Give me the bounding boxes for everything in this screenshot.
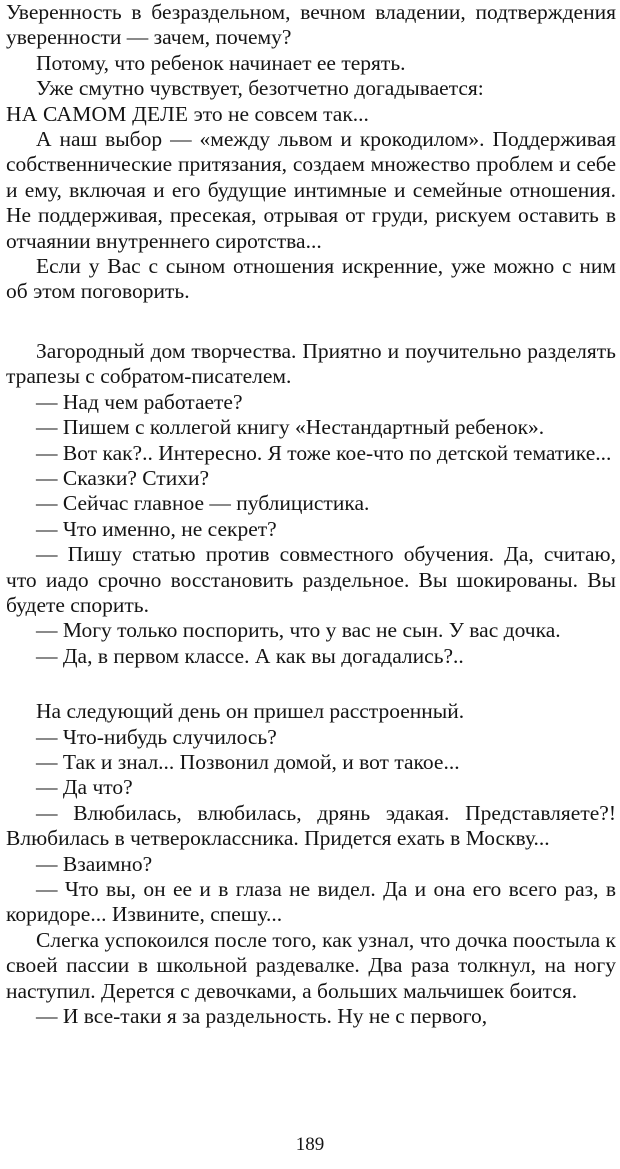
paragraph-next-day: На следующий день он пришел расстроенный.: [36, 699, 465, 724]
dialogue-line: — Влюбилась, влюбилась, дрянь эдакая. Представляете?! Влюбилась в четвероклассника. Придется ехать в Москву...: [6, 800, 616, 851]
dialogue-line: — Что вы, он ее и в глаза не видел. Да и она его всего раз, в коридоре... Извините, спешу...: [6, 877, 616, 927]
dialogue-line: — Сказки? Стихи?: [36, 465, 209, 490]
dialogue-line: — Да, в первом классе. А как вы догадались?..: [36, 643, 464, 668]
paragraph-retreat: Загородный дом творчества. Приятно и поучительно разделять трапезы с собратом-писателем.: [6, 338, 616, 389]
paragraph-talk-to-son: Если у Вас с сыном отношения искренние, уже можно с ним об этом поговорить.: [6, 254, 616, 304]
dialogue-line: — Что именно, не секрет?: [36, 516, 277, 541]
dialogue-line: — Взаимно?: [36, 851, 153, 876]
page-number: 189: [295, 1134, 325, 1155]
dialogue-line: — Пишу статью против совместного обучения. Да, считаю, что иадо срочно восстановить раздельное. Вы шокированы. Вы будете спорить.: [6, 542, 616, 617]
emphasis-continuation: это не совсем так...: [193, 101, 369, 126]
dialogue-line: — Могу только поспорить, что у вас не сын. У вас дочка.: [36, 618, 561, 643]
emphasis-caps: НА САМОМ ДЕЛЕ: [6, 101, 189, 126]
paragraph-feels: Уже смутно чувствует, безотчетно догадывается:: [36, 76, 484, 101]
paragraph-in-reality: [6, 102, 616, 127]
paragraph-losing: Потому, что ребенок начинает ее терять.: [36, 50, 406, 75]
paragraph-calmed-down: Слегка успокоился после того, как узнал, что дочка поостыла к своей пассии в школьной раздевалке. Два раза толкнул, на ногу наступил. Дерется с девочками, а больших мальчишек боится.: [6, 927, 616, 1003]
dialogue-line: — Пишем с коллегой книгу «Нестандартный ребенок».: [36, 415, 545, 440]
section-break: [6, 305, 616, 339]
dialogue-line: — Над чем работаете?: [36, 389, 243, 414]
dialogue-line: — Так и знал... Позвонил домой, и вот такое...: [36, 749, 460, 774]
dialogue-line: — Что-нибудь случилось?: [36, 724, 277, 749]
paragraph-ownership: Уверенность в безраздельном, вечном владении, подтверждения уверенности — зачем, почему?: [6, 0, 616, 50]
dialogue-line: — И все-таки я за раздельность. Ну не с первого,: [36, 1004, 488, 1029]
paragraph-choice: А наш выбор — «между львом и крокодилом». Поддерживая собственнические притязания, создаем множество проблем и себе и ему, включая и его будущие интимные и семейные отношения. Не поддерживая, пресекая, отрывая от груди, рискуем оставить в отчаянии внутреннего сиротства...: [6, 127, 616, 253]
dialogue-line: — Да что?: [36, 775, 133, 800]
dialogue-line: — Сейчас главное — публицистика.: [36, 491, 370, 516]
dialogue-line: — Вот как?.. Интересно. Я тоже кое-что по детской тематике...: [36, 440, 612, 465]
section-break: [6, 669, 616, 699]
